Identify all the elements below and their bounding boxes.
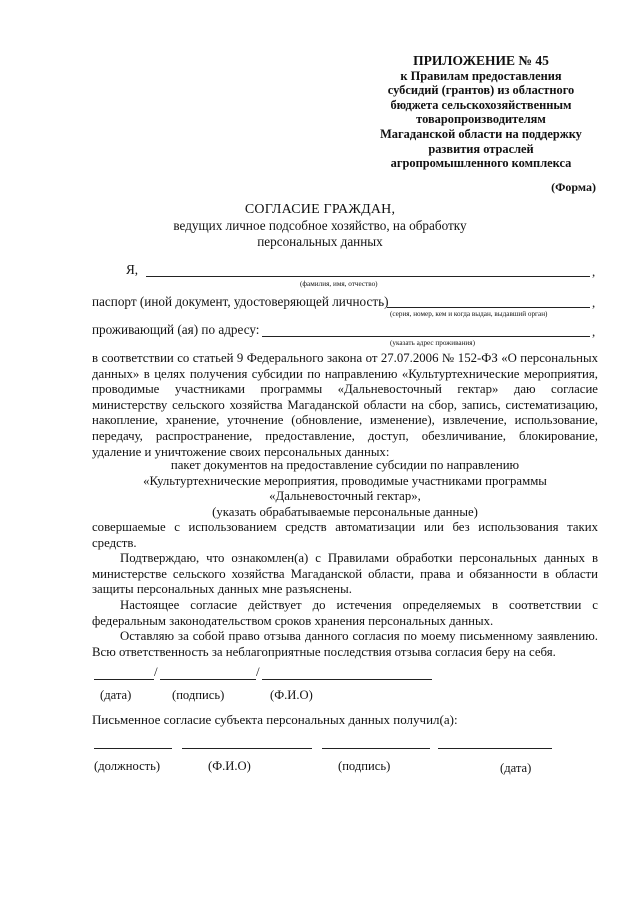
- receipt-sign-caption: (подпись): [338, 759, 391, 773]
- signature-slash: /: [154, 664, 158, 679]
- consent-paragraph-1: в соответствии со статьей 9 Федерального закона от 27.07.2006 № 152-ФЗ «О персональных данных» в целях получения субсидии по направлению «Культуртехнические мероприятия, проводимые участниками программы «Дальневосточный гектар» даю согласие министерству сельского хозяйства Магаданской области на сбор, запись, систематизацию, накопление, хранение, уточнение (обновление, изменение), извлечение, использование, передачу, распространение, предоставление, доступ, обезличивание, блокирование, удаление и уничтожение своих персональных данных:: [92, 351, 598, 459]
- address-field[interactable]: [262, 336, 590, 337]
- receipt-date-caption: (дата): [500, 761, 532, 775]
- signature-line[interactable]: [160, 679, 256, 680]
- data-description-line-3: «Дальневосточный гектар»,: [269, 489, 421, 504]
- receipt-label: Письменное согласие субъекта персональных данных получил(а):: [92, 712, 458, 727]
- position-caption: (должность): [94, 759, 161, 773]
- appendix-line: Магаданской области на поддержку: [380, 126, 582, 141]
- fio-caption: (Ф.И.О): [270, 688, 313, 702]
- title-line-1: СОГЛАСИЕ ГРАЖДАН,: [244, 202, 396, 217]
- appendix-title: ПРИЛОЖЕНИЕ № 45: [413, 53, 549, 68]
- data-description-line-1: пакет документов на предоставление субсидии по направлению: [170, 458, 520, 472]
- consent-paragraph-3: Подтверждаю, что ознакомлен(а) с Правилами обработки персональных данных в министерстве сельского хозяйства Магаданской области, права и обязанности в области защиты персональных данных мне разъяснены.: [92, 551, 598, 597]
- date-caption: (дата): [100, 688, 132, 702]
- title-line-2: ведущих личное подсобное хозяйство, на обработку: [173, 218, 467, 233]
- sign-caption: (подпись): [172, 688, 225, 702]
- passport-label: паспорт (иной документ, удостоверяющей личность): [92, 294, 389, 309]
- document-title: [150, 202, 490, 250]
- data-description-line-2: «Культуртехнические мероприятия, проводимые участниками программы: [143, 473, 547, 488]
- appendix-line: агропромышленного комплекса: [390, 156, 572, 171]
- appendix-line: к Правилам предоставления: [400, 68, 562, 83]
- consent-paragraph-5: Оставляю за собой право отзыва данного согласия по моему письменному заявлению. Всю ответственность за неблагоприятные последствия отзыва согласия беру на себя.: [92, 629, 598, 659]
- consent-paragraph-4: Настоящее согласие действует до истечения определяемых в соответствии с федеральным законодательством сроков хранения персональных данных.: [92, 598, 598, 628]
- address-hint: (указать адрес проживания): [390, 339, 475, 347]
- receipt-sign-line[interactable]: [322, 748, 430, 749]
- appendix-line: товаропроизводителям: [416, 112, 546, 127]
- appendix-header: [356, 54, 606, 171]
- data-description: [92, 458, 598, 520]
- data-description-hint: (указать обрабатываемые персональные данные): [212, 504, 478, 519]
- fio-line[interactable]: [262, 679, 432, 680]
- name-field[interactable]: [146, 276, 590, 277]
- date-line[interactable]: [94, 679, 154, 680]
- title-line-3: персональных данных: [257, 234, 383, 249]
- passport-comma: ,: [592, 295, 596, 310]
- receipt-fio-caption: (Ф.И.О): [208, 759, 251, 773]
- receipt-fio-line[interactable]: [182, 748, 312, 749]
- signature-slash: /: [256, 664, 260, 679]
- appendix-line: развития отраслей: [428, 141, 534, 156]
- passport-hint: (серия, номер, кем и когда выдан, выдавший орган): [390, 310, 548, 318]
- form-mark: (Форма): [551, 180, 596, 194]
- name-comma: ,: [592, 264, 596, 279]
- receipt-date-line[interactable]: [438, 748, 552, 749]
- position-line[interactable]: [94, 748, 172, 749]
- appendix-line: субсидий (грантов) из областного: [387, 83, 575, 98]
- consent-paragraph-2: совершаемые с использованием средств автоматизации или без использования таких средств.: [92, 520, 598, 550]
- passport-field[interactable]: [387, 307, 590, 308]
- name-hint: (фамилия, имя, отчество): [300, 280, 378, 288]
- appendix-line: бюджета сельскохозяйственным: [390, 97, 572, 112]
- address-label: проживающий (ая) по адресу:: [92, 322, 260, 337]
- address-comma: ,: [592, 324, 596, 339]
- name-prefix: Я,: [126, 262, 139, 277]
